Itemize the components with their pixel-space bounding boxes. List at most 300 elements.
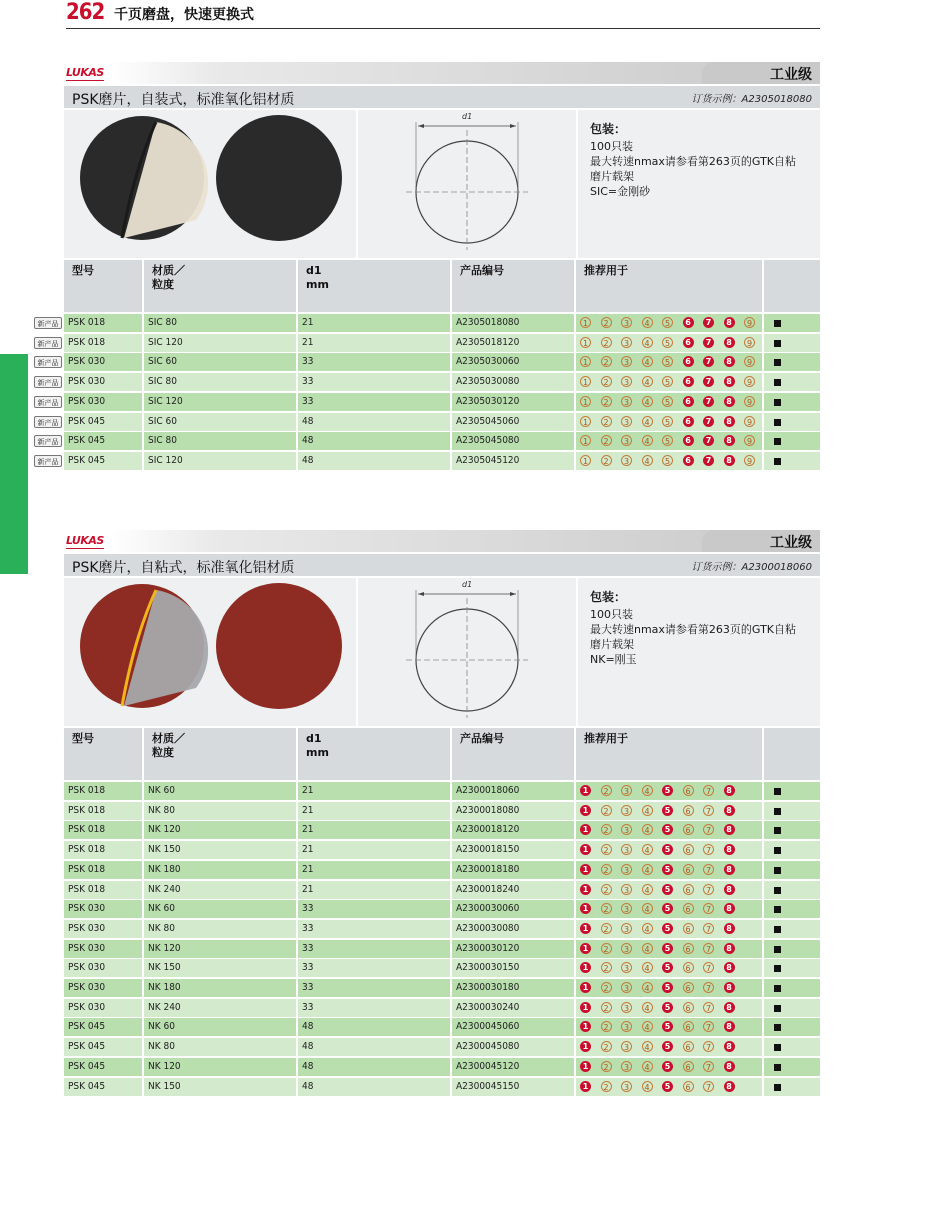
table-row[interactable] bbox=[64, 1078, 820, 1096]
header-type: 型号 bbox=[64, 728, 142, 780]
table-row[interactable] bbox=[64, 881, 820, 899]
cell-product-no: A2300045060 bbox=[452, 1018, 574, 1036]
application-circle-icon: 1 bbox=[580, 844, 591, 855]
cell-mark bbox=[764, 881, 820, 899]
application-circle-icon: 5 bbox=[662, 396, 673, 407]
cell-recommended bbox=[576, 802, 762, 820]
media-row bbox=[64, 578, 820, 726]
application-circle-icon: 4 bbox=[642, 864, 653, 875]
table-row[interactable] bbox=[64, 1058, 820, 1076]
application-circle-icon: 2 bbox=[601, 962, 612, 973]
application-circle-icon: 5 bbox=[662, 864, 673, 875]
table-row[interactable] bbox=[64, 841, 820, 859]
application-circle-icon: 4 bbox=[642, 1041, 653, 1052]
availability-square-icon bbox=[774, 985, 781, 992]
cell-recommended bbox=[576, 1058, 762, 1076]
availability-square-icon bbox=[774, 320, 781, 327]
application-circle-icon: 2 bbox=[601, 903, 612, 914]
technical-drawing bbox=[358, 110, 576, 258]
table-row[interactable] bbox=[37, 314, 820, 332]
application-circle-icon: 8 bbox=[724, 396, 735, 407]
application-circle-icon: 8 bbox=[724, 785, 735, 796]
table-row[interactable] bbox=[64, 1018, 820, 1036]
availability-square-icon bbox=[774, 867, 781, 874]
application-circle-icon: 8 bbox=[724, 982, 735, 993]
application-circle-icon: 6 bbox=[683, 416, 694, 427]
application-circle-icon: 4 bbox=[642, 903, 653, 914]
application-circle-icon: 5 bbox=[662, 1002, 673, 1013]
application-circle-icon: 4 bbox=[642, 1002, 653, 1013]
application-circle-icon: 9 bbox=[744, 435, 755, 446]
application-circle-icon: 7 bbox=[703, 455, 714, 466]
application-circle-icon: 5 bbox=[662, 1021, 673, 1032]
drawing-d1-label: d1 bbox=[462, 580, 473, 589]
new-product-badge: 新产品 bbox=[34, 396, 62, 408]
cell-type: PSK 030 bbox=[64, 393, 142, 411]
cell-recommended bbox=[576, 959, 762, 977]
cell-recommended bbox=[576, 353, 762, 371]
cell-material: NK 80 bbox=[144, 1038, 296, 1056]
availability-square-icon bbox=[774, 906, 781, 913]
application-circle-icon: 3 bbox=[621, 416, 632, 427]
cell-material: NK 120 bbox=[144, 821, 296, 839]
packaging-info bbox=[578, 578, 820, 726]
cell-d1: 33 bbox=[298, 979, 450, 997]
packaging-line: SIC=金刚砂 bbox=[590, 185, 651, 198]
application-circle-icon: 3 bbox=[621, 337, 632, 348]
application-circle-icon: 6 bbox=[683, 435, 694, 446]
cell-product-no: A2305030080 bbox=[452, 373, 574, 391]
header-mark-column bbox=[764, 728, 820, 780]
application-circle-icon: 6 bbox=[683, 982, 694, 993]
cell-material: NK 120 bbox=[144, 940, 296, 958]
application-circle-icon: 7 bbox=[703, 785, 714, 796]
application-circle-icon: 3 bbox=[621, 1061, 632, 1072]
table-row[interactable] bbox=[64, 782, 820, 800]
cell-recommended bbox=[576, 1078, 762, 1096]
application-circle-icon: 2 bbox=[601, 923, 612, 934]
cell-recommended bbox=[576, 314, 762, 332]
cell-type: PSK 030 bbox=[64, 999, 142, 1017]
application-circle-icon: 3 bbox=[621, 923, 632, 934]
cell-recommended bbox=[576, 1038, 762, 1056]
application-circle-icon: 6 bbox=[683, 1081, 694, 1092]
application-circle-icon: 1 bbox=[580, 824, 591, 835]
application-circle-icon: 2 bbox=[601, 1061, 612, 1072]
application-circle-icon: 1 bbox=[580, 805, 591, 816]
cell-d1: 33 bbox=[298, 999, 450, 1017]
table-row[interactable] bbox=[64, 861, 820, 879]
table-row[interactable] bbox=[64, 821, 820, 839]
application-circle-icon: 7 bbox=[703, 962, 714, 973]
packaging-line: 100只装 bbox=[590, 608, 633, 621]
cell-material: NK 240 bbox=[144, 881, 296, 899]
application-circle-icon: 3 bbox=[621, 376, 632, 387]
table-row[interactable] bbox=[64, 920, 820, 938]
cell-material: NK 180 bbox=[144, 979, 296, 997]
cell-material: NK 60 bbox=[144, 900, 296, 918]
table-row[interactable] bbox=[37, 413, 820, 431]
application-circle-icon: 3 bbox=[621, 982, 632, 993]
order-example: 订货示例：A2305018080 bbox=[691, 94, 812, 105]
new-product-badge: 新产品 bbox=[34, 356, 62, 368]
cell-type: PSK 030 bbox=[64, 940, 142, 958]
application-circle-icon: 1 bbox=[580, 435, 591, 446]
availability-square-icon bbox=[774, 1024, 781, 1031]
cell-recommended bbox=[576, 432, 762, 450]
cell-recommended bbox=[576, 782, 762, 800]
cell-mark bbox=[764, 334, 820, 352]
application-circle-icon: 8 bbox=[724, 943, 735, 954]
cell-type: PSK 018 bbox=[64, 314, 142, 332]
application-circle-icon: 5 bbox=[662, 317, 673, 328]
application-circle-icon: 1 bbox=[580, 943, 591, 954]
application-circle-icon: 4 bbox=[642, 805, 653, 816]
cell-d1: 33 bbox=[298, 920, 450, 938]
application-circle-icon: 1 bbox=[580, 1041, 591, 1052]
application-circle-icon: 2 bbox=[601, 864, 612, 875]
cell-product-no: A2305018120 bbox=[452, 334, 574, 352]
application-circle-icon: 8 bbox=[724, 337, 735, 348]
cell-mark bbox=[764, 782, 820, 800]
cell-product-no: A2300030120 bbox=[452, 940, 574, 958]
application-circle-icon: 9 bbox=[744, 396, 755, 407]
table-row[interactable] bbox=[37, 393, 820, 411]
application-circle-icon: 1 bbox=[580, 884, 591, 895]
header-mark-column bbox=[764, 260, 820, 312]
media-row bbox=[64, 110, 820, 258]
packaging-line: 100只装 bbox=[590, 140, 633, 153]
packaging-line: 最大转速nmax请参看第263页的GTK自粘 bbox=[590, 623, 796, 636]
availability-square-icon bbox=[774, 399, 781, 406]
application-circle-icon: 5 bbox=[662, 1081, 673, 1092]
cell-product-no: A2300045120 bbox=[452, 1058, 574, 1076]
cell-d1: 21 bbox=[298, 334, 450, 352]
cell-mark bbox=[764, 1038, 820, 1056]
new-product-badge: 新产品 bbox=[34, 317, 62, 329]
title-bar bbox=[64, 554, 820, 576]
application-circle-icon: 5 bbox=[662, 805, 673, 816]
cell-product-no: A2300030080 bbox=[452, 920, 574, 938]
application-circle-icon: 6 bbox=[683, 1041, 694, 1052]
cell-d1: 48 bbox=[298, 452, 450, 470]
brand-logo: LUKAS bbox=[66, 534, 104, 547]
cell-product-no: A2300018080 bbox=[452, 802, 574, 820]
cell-type: PSK 030 bbox=[64, 979, 142, 997]
application-circle-icon: 4 bbox=[642, 1081, 653, 1092]
application-circle-icon: 7 bbox=[703, 396, 714, 407]
application-circle-icon: 3 bbox=[621, 1041, 632, 1052]
cell-product-no: A2305045060 bbox=[452, 413, 574, 431]
availability-square-icon bbox=[774, 946, 781, 953]
table-row[interactable] bbox=[64, 1038, 820, 1056]
application-circle-icon: 4 bbox=[642, 435, 653, 446]
cell-product-no: A2300030180 bbox=[452, 979, 574, 997]
new-product-badge: 新产品 bbox=[34, 416, 62, 428]
cell-product-no: A2300030150 bbox=[452, 959, 574, 977]
packaging-line: 最大转速nmax请参看第263页的GTK自粘 bbox=[590, 155, 796, 168]
availability-square-icon bbox=[774, 887, 781, 894]
application-circle-icon: 7 bbox=[703, 943, 714, 954]
cell-d1: 48 bbox=[298, 413, 450, 431]
header-d1: d1 mm bbox=[298, 728, 450, 780]
cell-recommended bbox=[576, 413, 762, 431]
new-product-badge: 新产品 bbox=[34, 455, 62, 467]
cell-recommended bbox=[576, 1018, 762, 1036]
table-row[interactable] bbox=[37, 432, 820, 450]
application-circle-icon: 6 bbox=[683, 455, 694, 466]
application-circle-icon: 4 bbox=[642, 923, 653, 934]
application-circle-icon: 1 bbox=[580, 1021, 591, 1032]
application-circle-icon: 8 bbox=[724, 1021, 735, 1032]
application-circle-icon: 5 bbox=[662, 1061, 673, 1072]
cell-product-no: A2305045080 bbox=[452, 432, 574, 450]
availability-square-icon bbox=[774, 788, 781, 795]
grade-label: 工业级 bbox=[770, 535, 812, 551]
cell-d1: 21 bbox=[298, 841, 450, 859]
application-circle-icon: 4 bbox=[642, 376, 653, 387]
cell-d1: 33 bbox=[298, 900, 450, 918]
cell-recommended bbox=[576, 940, 762, 958]
table-row[interactable] bbox=[37, 373, 820, 391]
cell-mark bbox=[764, 413, 820, 431]
application-circle-icon: 3 bbox=[621, 396, 632, 407]
application-circle-icon: 5 bbox=[662, 785, 673, 796]
chapter-side-tab bbox=[0, 354, 28, 574]
table-row[interactable] bbox=[37, 452, 820, 470]
table-row[interactable] bbox=[64, 900, 820, 918]
application-circle-icon: 7 bbox=[703, 1002, 714, 1013]
application-circle-icon: 6 bbox=[683, 396, 694, 407]
cell-mark bbox=[764, 432, 820, 450]
cell-d1: 21 bbox=[298, 782, 450, 800]
cell-d1: 21 bbox=[298, 881, 450, 899]
application-circle-icon: 1 bbox=[580, 455, 591, 466]
application-circle-icon: 5 bbox=[662, 923, 673, 934]
new-product-badge: 新产品 bbox=[34, 376, 62, 388]
cell-product-no: A2300045150 bbox=[452, 1078, 574, 1096]
cell-d1: 33 bbox=[298, 353, 450, 371]
cell-d1: 33 bbox=[298, 940, 450, 958]
application-circle-icon: 8 bbox=[724, 884, 735, 895]
application-circle-icon: 5 bbox=[662, 903, 673, 914]
application-circle-icon: 4 bbox=[642, 785, 653, 796]
cell-product-no: A2305030060 bbox=[452, 353, 574, 371]
page-title: 千页磨盘，快速更换式 bbox=[114, 7, 254, 23]
cell-product-no: A2305018080 bbox=[452, 314, 574, 332]
application-circle-icon: 1 bbox=[580, 864, 591, 875]
application-circle-icon: 1 bbox=[580, 962, 591, 973]
application-circle-icon: 3 bbox=[621, 864, 632, 875]
application-circle-icon: 2 bbox=[601, 1041, 612, 1052]
cell-mark bbox=[764, 1078, 820, 1096]
header-d1: d1 mm bbox=[298, 260, 450, 312]
cell-type: PSK 018 bbox=[64, 334, 142, 352]
table-row[interactable] bbox=[64, 802, 820, 820]
availability-square-icon bbox=[774, 438, 781, 445]
cell-type: PSK 045 bbox=[64, 413, 142, 431]
application-circle-icon: 8 bbox=[724, 962, 735, 973]
application-circle-icon: 4 bbox=[642, 844, 653, 855]
application-circle-icon: 6 bbox=[683, 317, 694, 328]
cell-material: NK 150 bbox=[144, 841, 296, 859]
application-circle-icon: 3 bbox=[621, 884, 632, 895]
application-circle-icon: 6 bbox=[683, 356, 694, 367]
cell-recommended bbox=[576, 334, 762, 352]
title-bar bbox=[64, 86, 820, 108]
cell-d1: 21 bbox=[298, 861, 450, 879]
application-circle-icon: 1 bbox=[580, 923, 591, 934]
application-circle-icon: 5 bbox=[662, 376, 673, 387]
availability-square-icon bbox=[774, 965, 781, 972]
packaging-line: 磨片载架 bbox=[590, 638, 634, 651]
application-circle-icon: 2 bbox=[601, 1002, 612, 1013]
application-circle-icon: 2 bbox=[601, 317, 612, 328]
cell-type: PSK 045 bbox=[64, 1038, 142, 1056]
cell-recommended bbox=[576, 979, 762, 997]
packaging-line: 磨片载架 bbox=[590, 170, 634, 183]
availability-square-icon bbox=[774, 340, 781, 347]
application-circle-icon: 7 bbox=[703, 982, 714, 993]
application-circle-icon: 8 bbox=[724, 416, 735, 427]
cell-recommended bbox=[576, 452, 762, 470]
application-circle-icon: 3 bbox=[621, 435, 632, 446]
availability-square-icon bbox=[774, 1084, 781, 1091]
header-recommended: 推荐用于 bbox=[576, 728, 762, 780]
application-circle-icon: 5 bbox=[662, 982, 673, 993]
application-circle-icon: 5 bbox=[662, 1041, 673, 1052]
application-circle-icon: 1 bbox=[580, 396, 591, 407]
cell-type: PSK 018 bbox=[64, 821, 142, 839]
application-circle-icon: 1 bbox=[580, 416, 591, 427]
availability-square-icon bbox=[774, 847, 781, 854]
cell-recommended bbox=[576, 861, 762, 879]
application-circle-icon: 6 bbox=[683, 824, 694, 835]
application-circle-icon: 8 bbox=[724, 923, 735, 934]
header-product-no: 产品编号 bbox=[452, 728, 574, 780]
application-circle-icon: 7 bbox=[703, 376, 714, 387]
application-circle-icon: 7 bbox=[703, 317, 714, 328]
cell-d1: 21 bbox=[298, 314, 450, 332]
cell-material: NK 60 bbox=[144, 1018, 296, 1036]
cell-mark bbox=[764, 940, 820, 958]
application-circle-icon: 4 bbox=[642, 824, 653, 835]
cell-type: PSK 018 bbox=[64, 782, 142, 800]
cell-mark bbox=[764, 821, 820, 839]
table-row[interactable] bbox=[37, 353, 820, 371]
application-circle-icon: 3 bbox=[621, 903, 632, 914]
application-circle-icon: 5 bbox=[662, 356, 673, 367]
application-circle-icon: 1 bbox=[580, 982, 591, 993]
cell-type: PSK 030 bbox=[64, 353, 142, 371]
table-header bbox=[64, 260, 820, 312]
product-photo bbox=[64, 110, 356, 258]
cell-recommended bbox=[576, 999, 762, 1017]
application-circle-icon: 2 bbox=[601, 396, 612, 407]
cell-product-no: A2300045080 bbox=[452, 1038, 574, 1056]
application-circle-icon: 1 bbox=[580, 1081, 591, 1092]
application-circle-icon: 4 bbox=[642, 455, 653, 466]
cell-d1: 33 bbox=[298, 959, 450, 977]
grade-label: 工业级 bbox=[770, 67, 812, 83]
application-circle-icon: 6 bbox=[683, 376, 694, 387]
application-circle-icon: 6 bbox=[683, 943, 694, 954]
cell-mark bbox=[764, 979, 820, 997]
application-circle-icon: 2 bbox=[601, 943, 612, 954]
cell-d1: 21 bbox=[298, 802, 450, 820]
product-title: PSK磨片，自装式，标准氧化铝材质 bbox=[72, 92, 295, 108]
cell-type: PSK 030 bbox=[64, 920, 142, 938]
cell-product-no: A2300030060 bbox=[452, 900, 574, 918]
application-circle-icon: 8 bbox=[724, 903, 735, 914]
application-circle-icon: 1 bbox=[580, 1002, 591, 1013]
application-circle-icon: 2 bbox=[601, 785, 612, 796]
application-circle-icon: 7 bbox=[703, 356, 714, 367]
application-circle-icon: 3 bbox=[621, 943, 632, 954]
cell-type: PSK 045 bbox=[64, 1018, 142, 1036]
disc-photo-icon bbox=[64, 110, 356, 258]
cell-material: SIC 120 bbox=[144, 393, 296, 411]
application-circle-icon: 8 bbox=[724, 824, 735, 835]
application-circle-icon: 6 bbox=[683, 337, 694, 348]
application-circle-icon: 3 bbox=[621, 1021, 632, 1032]
application-circle-icon: 3 bbox=[621, 844, 632, 855]
product-title: PSK磨片，自粘式，标准氧化铝材质 bbox=[72, 560, 295, 576]
cell-material: NK 60 bbox=[144, 782, 296, 800]
cell-d1: 21 bbox=[298, 821, 450, 839]
application-circle-icon: 8 bbox=[724, 844, 735, 855]
cell-recommended bbox=[576, 373, 762, 391]
application-circle-icon: 2 bbox=[601, 416, 612, 427]
application-circle-icon: 9 bbox=[744, 455, 755, 466]
application-circle-icon: 6 bbox=[683, 884, 694, 895]
application-circle-icon: 8 bbox=[724, 1002, 735, 1013]
application-circle-icon: 4 bbox=[642, 962, 653, 973]
application-circle-icon: 6 bbox=[683, 864, 694, 875]
table-row[interactable] bbox=[64, 959, 820, 977]
application-circle-icon: 6 bbox=[683, 923, 694, 934]
cell-mark bbox=[764, 373, 820, 391]
application-circle-icon: 3 bbox=[621, 1081, 632, 1092]
packaging-title: 包装： bbox=[590, 590, 627, 604]
application-circle-icon: 1 bbox=[580, 785, 591, 796]
cell-type: PSK 018 bbox=[64, 881, 142, 899]
application-circle-icon: 8 bbox=[724, 356, 735, 367]
application-circle-icon: 7 bbox=[703, 824, 714, 835]
cell-d1: 48 bbox=[298, 1058, 450, 1076]
cell-product-no: A2300018240 bbox=[452, 881, 574, 899]
cell-recommended bbox=[576, 881, 762, 899]
cell-mark bbox=[764, 920, 820, 938]
table-row[interactable] bbox=[64, 999, 820, 1017]
application-circle-icon: 4 bbox=[642, 982, 653, 993]
application-circle-icon: 1 bbox=[580, 356, 591, 367]
table-header bbox=[64, 728, 820, 780]
cell-mark bbox=[764, 1058, 820, 1076]
application-circle-icon: 4 bbox=[642, 416, 653, 427]
application-circle-icon: 5 bbox=[662, 824, 673, 835]
cell-product-no: A2300018060 bbox=[452, 782, 574, 800]
application-circle-icon: 2 bbox=[601, 982, 612, 993]
application-circle-icon: 1 bbox=[580, 376, 591, 387]
table-row[interactable] bbox=[37, 334, 820, 352]
application-circle-icon: 5 bbox=[662, 435, 673, 446]
table-row[interactable] bbox=[64, 979, 820, 997]
application-circle-icon: 3 bbox=[621, 317, 632, 328]
application-circle-icon: 1 bbox=[580, 1061, 591, 1072]
table-row[interactable] bbox=[64, 940, 820, 958]
header-rule bbox=[66, 28, 820, 29]
